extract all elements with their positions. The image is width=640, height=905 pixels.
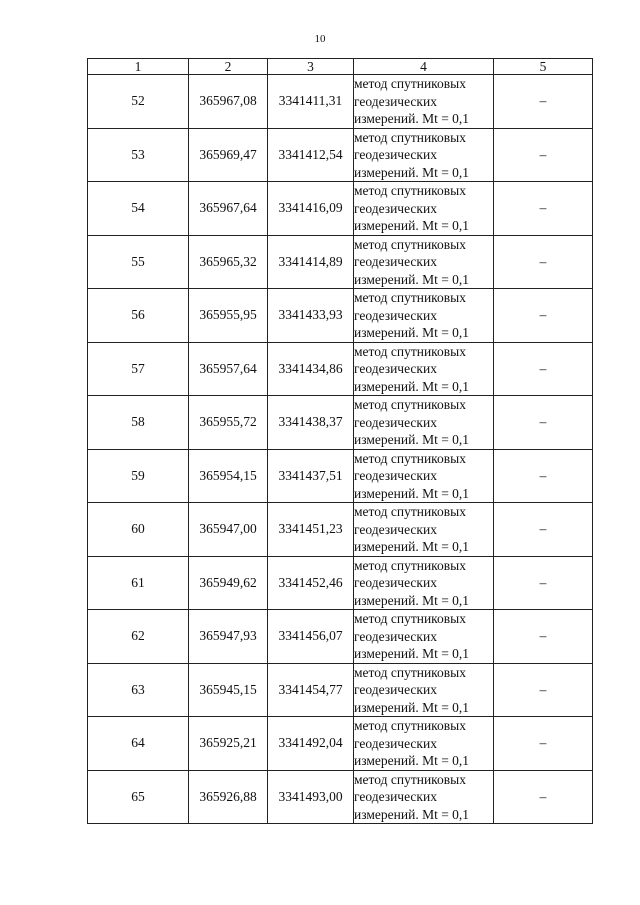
- table-row: [88, 289, 593, 343]
- method-cell: [354, 556, 494, 610]
- column-header-3: 3: [268, 59, 354, 75]
- method-line: геодезических: [354, 468, 437, 483]
- y-coordinate-cell: 3341416,09: [268, 182, 354, 236]
- method-cell: [354, 717, 494, 771]
- note-cell: –: [494, 396, 593, 450]
- y-coordinate-cell: 3341437,51: [268, 449, 354, 503]
- y-coordinate-cell: 3341451,23: [268, 503, 354, 557]
- note-cell: –: [494, 503, 593, 557]
- method-line: измерений. Mt = 0,1: [354, 485, 470, 501]
- method-line: метод спутниковых: [354, 557, 466, 573]
- method-line: геодезических: [354, 682, 437, 697]
- x-coordinate-cell: 365947,93: [189, 610, 268, 664]
- x-coordinate-cell: 365954,15: [189, 449, 268, 503]
- method-line: метод спутниковых: [354, 664, 466, 680]
- method-line: геодезических: [354, 628, 437, 644]
- point-number-cell: 53: [88, 128, 189, 182]
- table-row: [88, 396, 593, 450]
- method-line: измерений. Mt = 0,1: [354, 646, 470, 661]
- column-header-4: 4: [354, 59, 494, 75]
- method-line: геодезических: [354, 200, 437, 216]
- y-coordinate-cell: 3341438,37: [268, 396, 354, 450]
- method-cell: [354, 503, 494, 557]
- method-line: геодезических: [354, 414, 437, 430]
- method-line: метод спутниковых: [354, 183, 466, 198]
- x-coordinate-cell: 365925,21: [189, 717, 268, 771]
- point-number-cell: 58: [88, 396, 189, 450]
- table-body: [88, 75, 593, 824]
- x-coordinate-cell: 365926,88: [189, 770, 268, 824]
- note-cell: –: [494, 770, 593, 824]
- method-line: геодезических: [354, 789, 437, 804]
- y-coordinate-cell: 3341411,31: [268, 75, 354, 129]
- method-cell: [354, 610, 494, 664]
- table-row: [88, 770, 593, 824]
- method-line: измерений. Mt = 0,1: [354, 111, 470, 126]
- table-row: [88, 610, 593, 664]
- table-row: [88, 449, 593, 503]
- method-line: измерений. Mt = 0,1: [354, 325, 470, 340]
- table-row: [88, 342, 593, 396]
- method-cell: [354, 396, 494, 450]
- method-line: геодезических: [354, 735, 437, 751]
- method-cell: [354, 182, 494, 236]
- note-cell: –: [494, 235, 593, 289]
- method-line: метод спутниковых: [354, 718, 466, 733]
- method-line: геодезических: [354, 93, 437, 109]
- method-line: метод спутниковых: [354, 771, 466, 787]
- method-cell: [354, 449, 494, 503]
- method-line: измерений. Mt = 0,1: [354, 806, 470, 822]
- method-line: измерений. Mt = 0,1: [354, 271, 470, 287]
- method-line: метод спутниковых: [354, 397, 466, 412]
- table-row: [88, 556, 593, 610]
- method-line: измерений. Mt = 0,1: [354, 592, 470, 608]
- method-line: измерений. Mt = 0,1: [354, 432, 470, 447]
- method-line: метод спутниковых: [354, 504, 466, 519]
- table-row: [88, 128, 593, 182]
- y-coordinate-cell: 3341412,54: [268, 128, 354, 182]
- point-number-cell: 54: [88, 182, 189, 236]
- method-cell: [354, 289, 494, 343]
- method-cell: [354, 128, 494, 182]
- point-number-cell: 61: [88, 556, 189, 610]
- coordinates-table: [87, 58, 593, 824]
- note-cell: –: [494, 449, 593, 503]
- x-coordinate-cell: 365945,15: [189, 663, 268, 717]
- method-line: геодезических: [354, 575, 437, 590]
- point-number-cell: 52: [88, 75, 189, 129]
- method-line: метод спутниковых: [354, 611, 466, 626]
- note-cell: –: [494, 556, 593, 610]
- x-coordinate-cell: 365969,47: [189, 128, 268, 182]
- point-number-cell: 64: [88, 717, 189, 771]
- note-cell: –: [494, 610, 593, 664]
- method-line: метод спутниковых: [354, 290, 466, 305]
- note-cell: –: [494, 182, 593, 236]
- method-line: геодезических: [354, 307, 437, 323]
- method-cell: [354, 235, 494, 289]
- method-cell: [354, 770, 494, 824]
- note-cell: –: [494, 663, 593, 717]
- table-row: [88, 182, 593, 236]
- column-header-1: 1: [88, 59, 189, 75]
- method-line: метод спутниковых: [354, 129, 466, 145]
- x-coordinate-cell: 365947,00: [189, 503, 268, 557]
- y-coordinate-cell: 3341492,04: [268, 717, 354, 771]
- column-header-2: 2: [189, 59, 268, 75]
- table-row: [88, 503, 593, 557]
- y-coordinate-cell: 3341452,46: [268, 556, 354, 610]
- method-line: метод спутниковых: [354, 450, 466, 466]
- y-coordinate-cell: 3341433,93: [268, 289, 354, 343]
- point-number-cell: 63: [88, 663, 189, 717]
- method-line: измерений. Mt = 0,1: [354, 699, 470, 715]
- table-row: [88, 717, 593, 771]
- y-coordinate-cell: 3341454,77: [268, 663, 354, 717]
- point-number-cell: 56: [88, 289, 189, 343]
- table-header: [88, 59, 593, 75]
- point-number-cell: 60: [88, 503, 189, 557]
- method-line: измерений. Mt = 0,1: [354, 753, 470, 768]
- x-coordinate-cell: 365949,62: [189, 556, 268, 610]
- method-cell: [354, 342, 494, 396]
- point-number-cell: 55: [88, 235, 189, 289]
- note-cell: –: [494, 128, 593, 182]
- x-coordinate-cell: 365965,32: [189, 235, 268, 289]
- y-coordinate-cell: 3341456,07: [268, 610, 354, 664]
- method-line: геодезических: [354, 147, 437, 162]
- note-cell: –: [494, 342, 593, 396]
- y-coordinate-cell: 3341493,00: [268, 770, 354, 824]
- method-line: метод спутниковых: [354, 236, 466, 252]
- method-line: измерений. Mt = 0,1: [354, 218, 470, 233]
- column-header-5: 5: [494, 59, 593, 75]
- method-line: измерений. Mt = 0,1: [354, 164, 470, 180]
- method-line: измерений. Mt = 0,1: [354, 378, 470, 394]
- method-line: геодезических: [354, 521, 437, 537]
- method-line: метод спутниковых: [354, 76, 466, 91]
- method-line: геодезических: [354, 254, 437, 269]
- method-line: метод спутниковых: [354, 343, 466, 359]
- table-row: [88, 75, 593, 129]
- table-row: [88, 235, 593, 289]
- method-cell: [354, 663, 494, 717]
- table-row: [88, 663, 593, 717]
- method-cell: [354, 75, 494, 129]
- x-coordinate-cell: 365955,72: [189, 396, 268, 450]
- x-coordinate-cell: 365957,64: [189, 342, 268, 396]
- method-line: геодезических: [354, 361, 437, 376]
- x-coordinate-cell: 365967,08: [189, 75, 268, 129]
- point-number-cell: 59: [88, 449, 189, 503]
- point-number-cell: 65: [88, 770, 189, 824]
- point-number-cell: 57: [88, 342, 189, 396]
- y-coordinate-cell: 3341434,86: [268, 342, 354, 396]
- note-cell: –: [494, 289, 593, 343]
- x-coordinate-cell: 365955,95: [189, 289, 268, 343]
- note-cell: –: [494, 75, 593, 129]
- header-row: [88, 59, 593, 75]
- note-cell: –: [494, 717, 593, 771]
- point-number-cell: 62: [88, 610, 189, 664]
- y-coordinate-cell: 3341414,89: [268, 235, 354, 289]
- method-line: измерений. Mt = 0,1: [354, 539, 470, 554]
- page-number: 10: [314, 33, 326, 45]
- x-coordinate-cell: 365967,64: [189, 182, 268, 236]
